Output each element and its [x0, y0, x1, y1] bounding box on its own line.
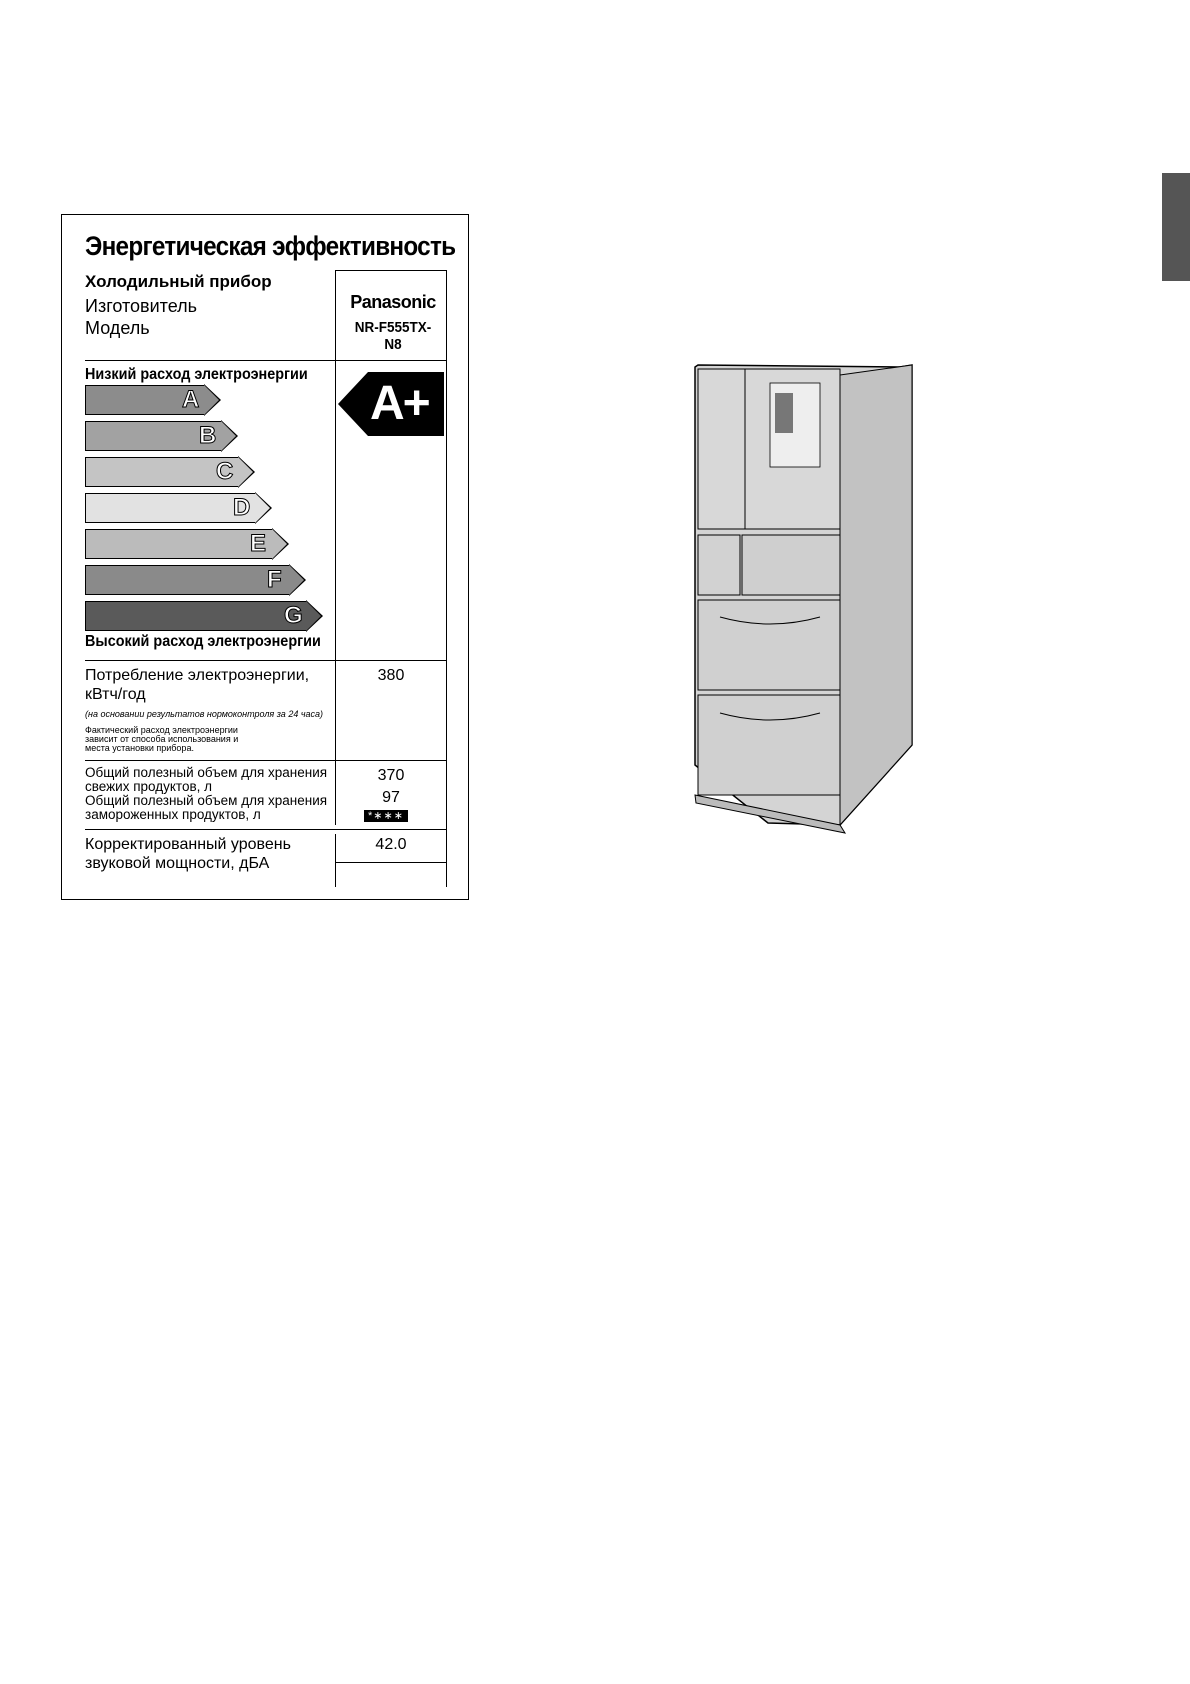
appliance-type: Холодильный прибор — [85, 272, 272, 291]
consumption-remark-3: места установки прибора. — [85, 743, 194, 753]
frozen-volume-label-2: замороженных продуктов, л — [85, 807, 261, 822]
energy-class-bar-G — [85, 601, 323, 631]
energy-class-bar-E — [85, 529, 289, 559]
consumption-remark-1: Фактический расход электроэнергии — [85, 725, 238, 735]
energy-class-letter: E — [250, 530, 267, 557]
refrigerator-illustration — [690, 355, 920, 845]
frozen-volume-label-1: Общий полезный объем для хранения — [85, 793, 328, 808]
model-label: Модель — [85, 318, 150, 338]
frozen-volume-value: 97 — [382, 789, 400, 806]
model-number: NR-F555TX-N8 — [354, 319, 432, 353]
energy-class-bar-D — [85, 493, 272, 523]
energy-class-bar-A — [85, 385, 221, 415]
consumption-label-1: Потребление электроэнергии, — [85, 667, 310, 684]
fresh-volume-label-1: Общий полезный объем для хранения — [85, 765, 328, 780]
consumption-remark-2: зависит от способа использования и — [85, 734, 239, 744]
label-title: Энергетическая эффективность — [85, 231, 456, 261]
energy-class-letter: F — [267, 566, 282, 593]
energy-class-bar-C — [85, 457, 255, 487]
noise-value: 42.0 — [375, 836, 407, 853]
rating-value: A+ — [370, 377, 429, 430]
energy-class-letter: B — [199, 422, 217, 449]
energy-class-letter: C — [216, 458, 234, 485]
energy-class-letter: G — [284, 602, 303, 629]
brand-name: Panasonic — [350, 292, 436, 312]
manufacturer-label: Изготовитель — [85, 296, 197, 316]
high-consumption-heading: Высокий расход электроэнергии — [85, 633, 321, 650]
energy-label — [61, 214, 469, 900]
consumption-note: (на основании результатов нормоконтроля за 24 часа) — [85, 709, 323, 719]
freezer-star-rating: *∗∗∗ — [364, 810, 408, 822]
low-consumption-heading: Низкий расход электроэнергии — [85, 366, 308, 383]
rating-arrow — [338, 372, 444, 436]
section-tab — [1162, 173, 1190, 281]
energy-class-letter: A — [182, 386, 200, 413]
noise-label-1: Корректированный уровень — [85, 836, 291, 853]
energy-class-letter: D — [233, 494, 251, 521]
fresh-volume-label-2: свежих продуктов, л — [85, 779, 213, 794]
noise-label-2: звуковой мощности, дБА — [85, 855, 270, 872]
consumption-value: 380 — [377, 667, 405, 684]
consumption-label-2: кВтч/год — [85, 686, 146, 703]
energy-class-bar-B — [85, 421, 238, 451]
fresh-volume-value: 370 — [377, 767, 405, 784]
energy-class-bar-F — [85, 565, 306, 595]
